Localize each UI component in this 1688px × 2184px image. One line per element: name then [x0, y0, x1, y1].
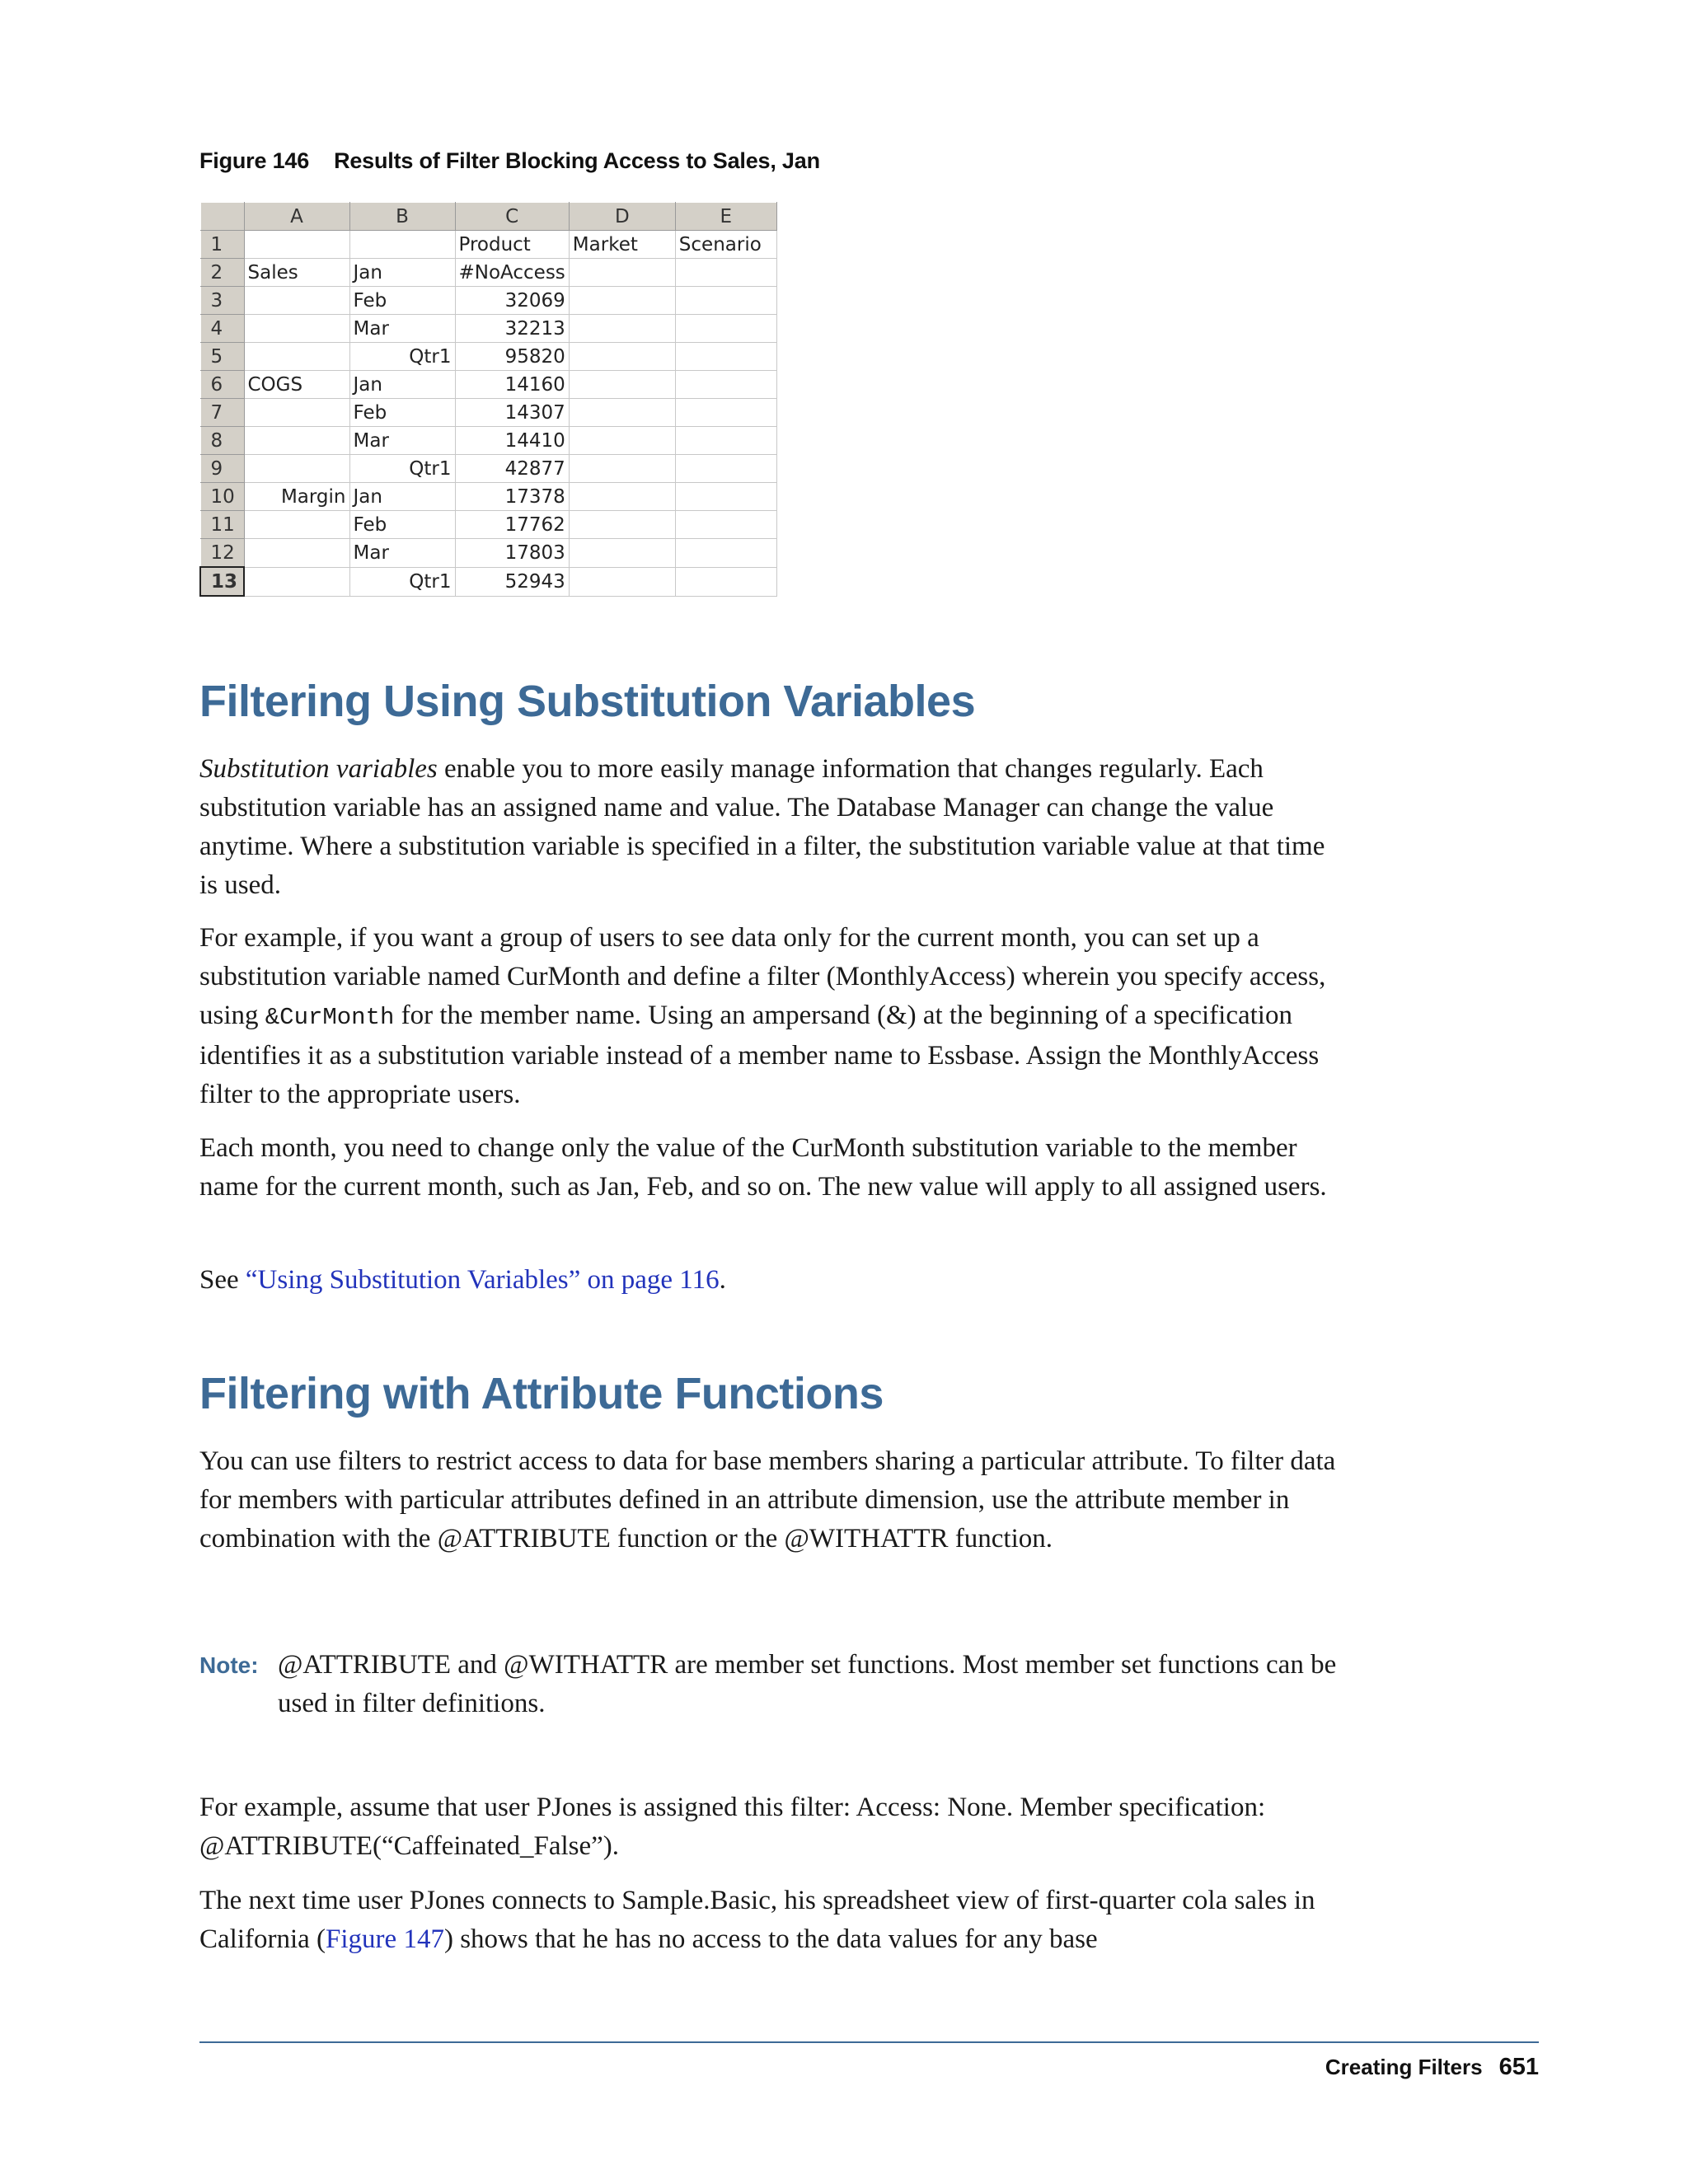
cell: 14410 — [455, 427, 569, 455]
row-header: 4 — [200, 315, 244, 343]
cell: Feb — [349, 399, 455, 427]
paragraph-text: See — [199, 1265, 246, 1295]
spreadsheet — [199, 202, 777, 597]
row-header: 13 — [200, 567, 244, 596]
paragraph — [199, 919, 1345, 1114]
cell: 14307 — [455, 399, 569, 427]
paragraph — [199, 1882, 1345, 1959]
cell: Jan — [349, 259, 455, 287]
cell — [244, 343, 349, 371]
note-block — [199, 1646, 1345, 1723]
cell — [244, 567, 349, 596]
table-row — [200, 343, 776, 371]
table-row — [200, 511, 776, 539]
footer-divider — [199, 2041, 1539, 2043]
cell — [675, 539, 776, 568]
cross-reference-link[interactable]: “Using Substitution Variables” on page 116 — [245, 1265, 720, 1295]
paragraph-text: . — [719, 1265, 726, 1295]
paragraph-text: enable you to more easily manage information that changes regularly. Each substitution variable has an assigned name and value. The Database Manager can change the value anytime. Where a substitution variable is specified in a filter, the substitution variable value at that time is used. — [199, 754, 1325, 900]
cell: Jan — [349, 371, 455, 399]
cell — [569, 371, 675, 399]
cell — [675, 287, 776, 315]
cell — [244, 427, 349, 455]
table-row — [200, 455, 776, 483]
emphasis-term: Substitution variables — [199, 754, 438, 784]
paragraph-text: The next time user PJones connects to Sample.Basic, his spreadsheet view of first-quarter cola sales in California ( — [199, 1886, 1315, 1954]
cell: 14160 — [455, 371, 569, 399]
cell: Qtr1 — [349, 567, 455, 596]
table-row — [200, 483, 776, 511]
cell: Mar — [349, 427, 455, 455]
cell — [244, 231, 349, 259]
cell — [569, 315, 675, 343]
cell: Mar — [349, 315, 455, 343]
cell — [569, 399, 675, 427]
cell — [675, 371, 776, 399]
row-header: 12 — [200, 539, 244, 568]
cell: 32069 — [455, 287, 569, 315]
paragraph-text: for the member name. Using an ampersand (&) at the beginning of a specification identifies it as a substitution variable instead of a member name to Essbase. Assign the MonthlyAccess filter to the appropriate users. — [199, 1001, 1320, 1109]
cell: 42877 — [455, 455, 569, 483]
cell: Mar — [349, 539, 455, 568]
figure-link[interactable]: Figure 147 — [326, 1924, 444, 1954]
page-footer — [1325, 2054, 1539, 2081]
figure-caption — [199, 148, 820, 174]
cell — [675, 399, 776, 427]
cell: Qtr1 — [349, 343, 455, 371]
table-row — [200, 371, 776, 399]
column-header: E — [675, 203, 776, 231]
paragraph — [199, 1261, 1345, 1300]
column-header: C — [455, 203, 569, 231]
page-number: 651 — [1498, 2054, 1539, 2080]
code-term: &CurMonth — [265, 1004, 395, 1031]
cell — [244, 399, 349, 427]
row-header: 6 — [200, 371, 244, 399]
corner-cell — [200, 203, 244, 231]
cell: Qtr1 — [349, 455, 455, 483]
cell — [569, 539, 675, 568]
cell — [244, 511, 349, 539]
cell — [675, 455, 776, 483]
row-header: 5 — [200, 343, 244, 371]
cell — [244, 315, 349, 343]
section-title-attribute-functions: Filtering with Attribute Functions — [199, 1369, 884, 1418]
footer-section-title: Creating Filters — [1325, 2055, 1483, 2079]
cell: 17378 — [455, 483, 569, 511]
table-row — [200, 287, 776, 315]
cell — [244, 455, 349, 483]
cell — [244, 539, 349, 568]
cell: Market — [569, 231, 675, 259]
table-row — [200, 399, 776, 427]
cell — [675, 483, 776, 511]
section-title-substitution-variables: Filtering Using Substitution Variables — [199, 677, 976, 726]
cell — [569, 455, 675, 483]
row-header: 7 — [200, 399, 244, 427]
cell: Jan — [349, 483, 455, 511]
row-header: 11 — [200, 511, 244, 539]
cell: Feb — [349, 287, 455, 315]
cell — [569, 427, 675, 455]
cell — [569, 343, 675, 371]
cell — [675, 343, 776, 371]
cell: 32213 — [455, 315, 569, 343]
paragraph: For example, assume that user PJones is assigned this filter: Access: None. Member specification: @ATTRIBUTE(“Caffeinated_False”). — [199, 1793, 1266, 1861]
paragraph-text: For example, if you want a group of users to see data only for the current month, you can set up a substitution variable named CurMonth and define a filter (MonthlyAccess) wherein you specify access, using — [199, 923, 1326, 1030]
cell — [675, 427, 776, 455]
column-header: A — [244, 203, 349, 231]
column-header-row — [200, 203, 776, 231]
table-row — [200, 539, 776, 568]
cell: Scenario — [675, 231, 776, 259]
cell: Sales — [244, 259, 349, 287]
cell: Feb — [349, 511, 455, 539]
cell — [675, 511, 776, 539]
table-row — [200, 315, 776, 343]
table-row — [200, 259, 776, 287]
table-row — [200, 567, 776, 596]
cell — [569, 511, 675, 539]
cell — [244, 287, 349, 315]
cell: COGS — [244, 371, 349, 399]
paragraph: You can use filters to restrict access to data for base members sharing a particular attribute. To filter data for members with particular attributes defined in an attribute dimension, use the attribute member in combination with the @ATTRIBUTE function or the @WITHATTR function. — [199, 1446, 1336, 1554]
row-header: 3 — [200, 287, 244, 315]
cell — [675, 315, 776, 343]
note-label: Note: — [199, 1652, 259, 1678]
cell — [569, 287, 675, 315]
cell: Margin — [244, 483, 349, 511]
cell — [569, 483, 675, 511]
row-header: 9 — [200, 455, 244, 483]
cell: 17803 — [455, 539, 569, 568]
row-header: 10 — [200, 483, 244, 511]
paragraph — [199, 750, 1345, 905]
cell — [569, 259, 675, 287]
row-header: 1 — [200, 231, 244, 259]
paragraph: Each month, you need to change only the value of the CurMonth substitution variable to the member name for the current month, such as Jan, Feb, and so on. The new value will apply to all assigned users. — [199, 1133, 1327, 1202]
cell: 17762 — [455, 511, 569, 539]
cell — [675, 259, 776, 287]
paragraph-text: ) shows that he has no access to the data values for any base — [443, 1924, 1098, 1954]
table-row — [200, 427, 776, 455]
cell: 95820 — [455, 343, 569, 371]
row-header: 8 — [200, 427, 244, 455]
figure-title: Results of Filter Blocking Access to Sales, Jan — [334, 148, 820, 173]
column-header: B — [349, 203, 455, 231]
cell: Product — [455, 231, 569, 259]
note-text: @ATTRIBUTE and @WITHATTR are member set functions. Most member set functions can be used in filter definitions. — [278, 1650, 1337, 1718]
table-row — [200, 231, 776, 259]
column-header: D — [569, 203, 675, 231]
cell — [675, 567, 776, 596]
row-header: 2 — [200, 259, 244, 287]
cell: 52943 — [455, 567, 569, 596]
cell — [349, 231, 455, 259]
figure-label: Figure 146 — [199, 148, 310, 173]
cell — [569, 567, 675, 596]
cell: #NoAccess — [455, 259, 569, 287]
